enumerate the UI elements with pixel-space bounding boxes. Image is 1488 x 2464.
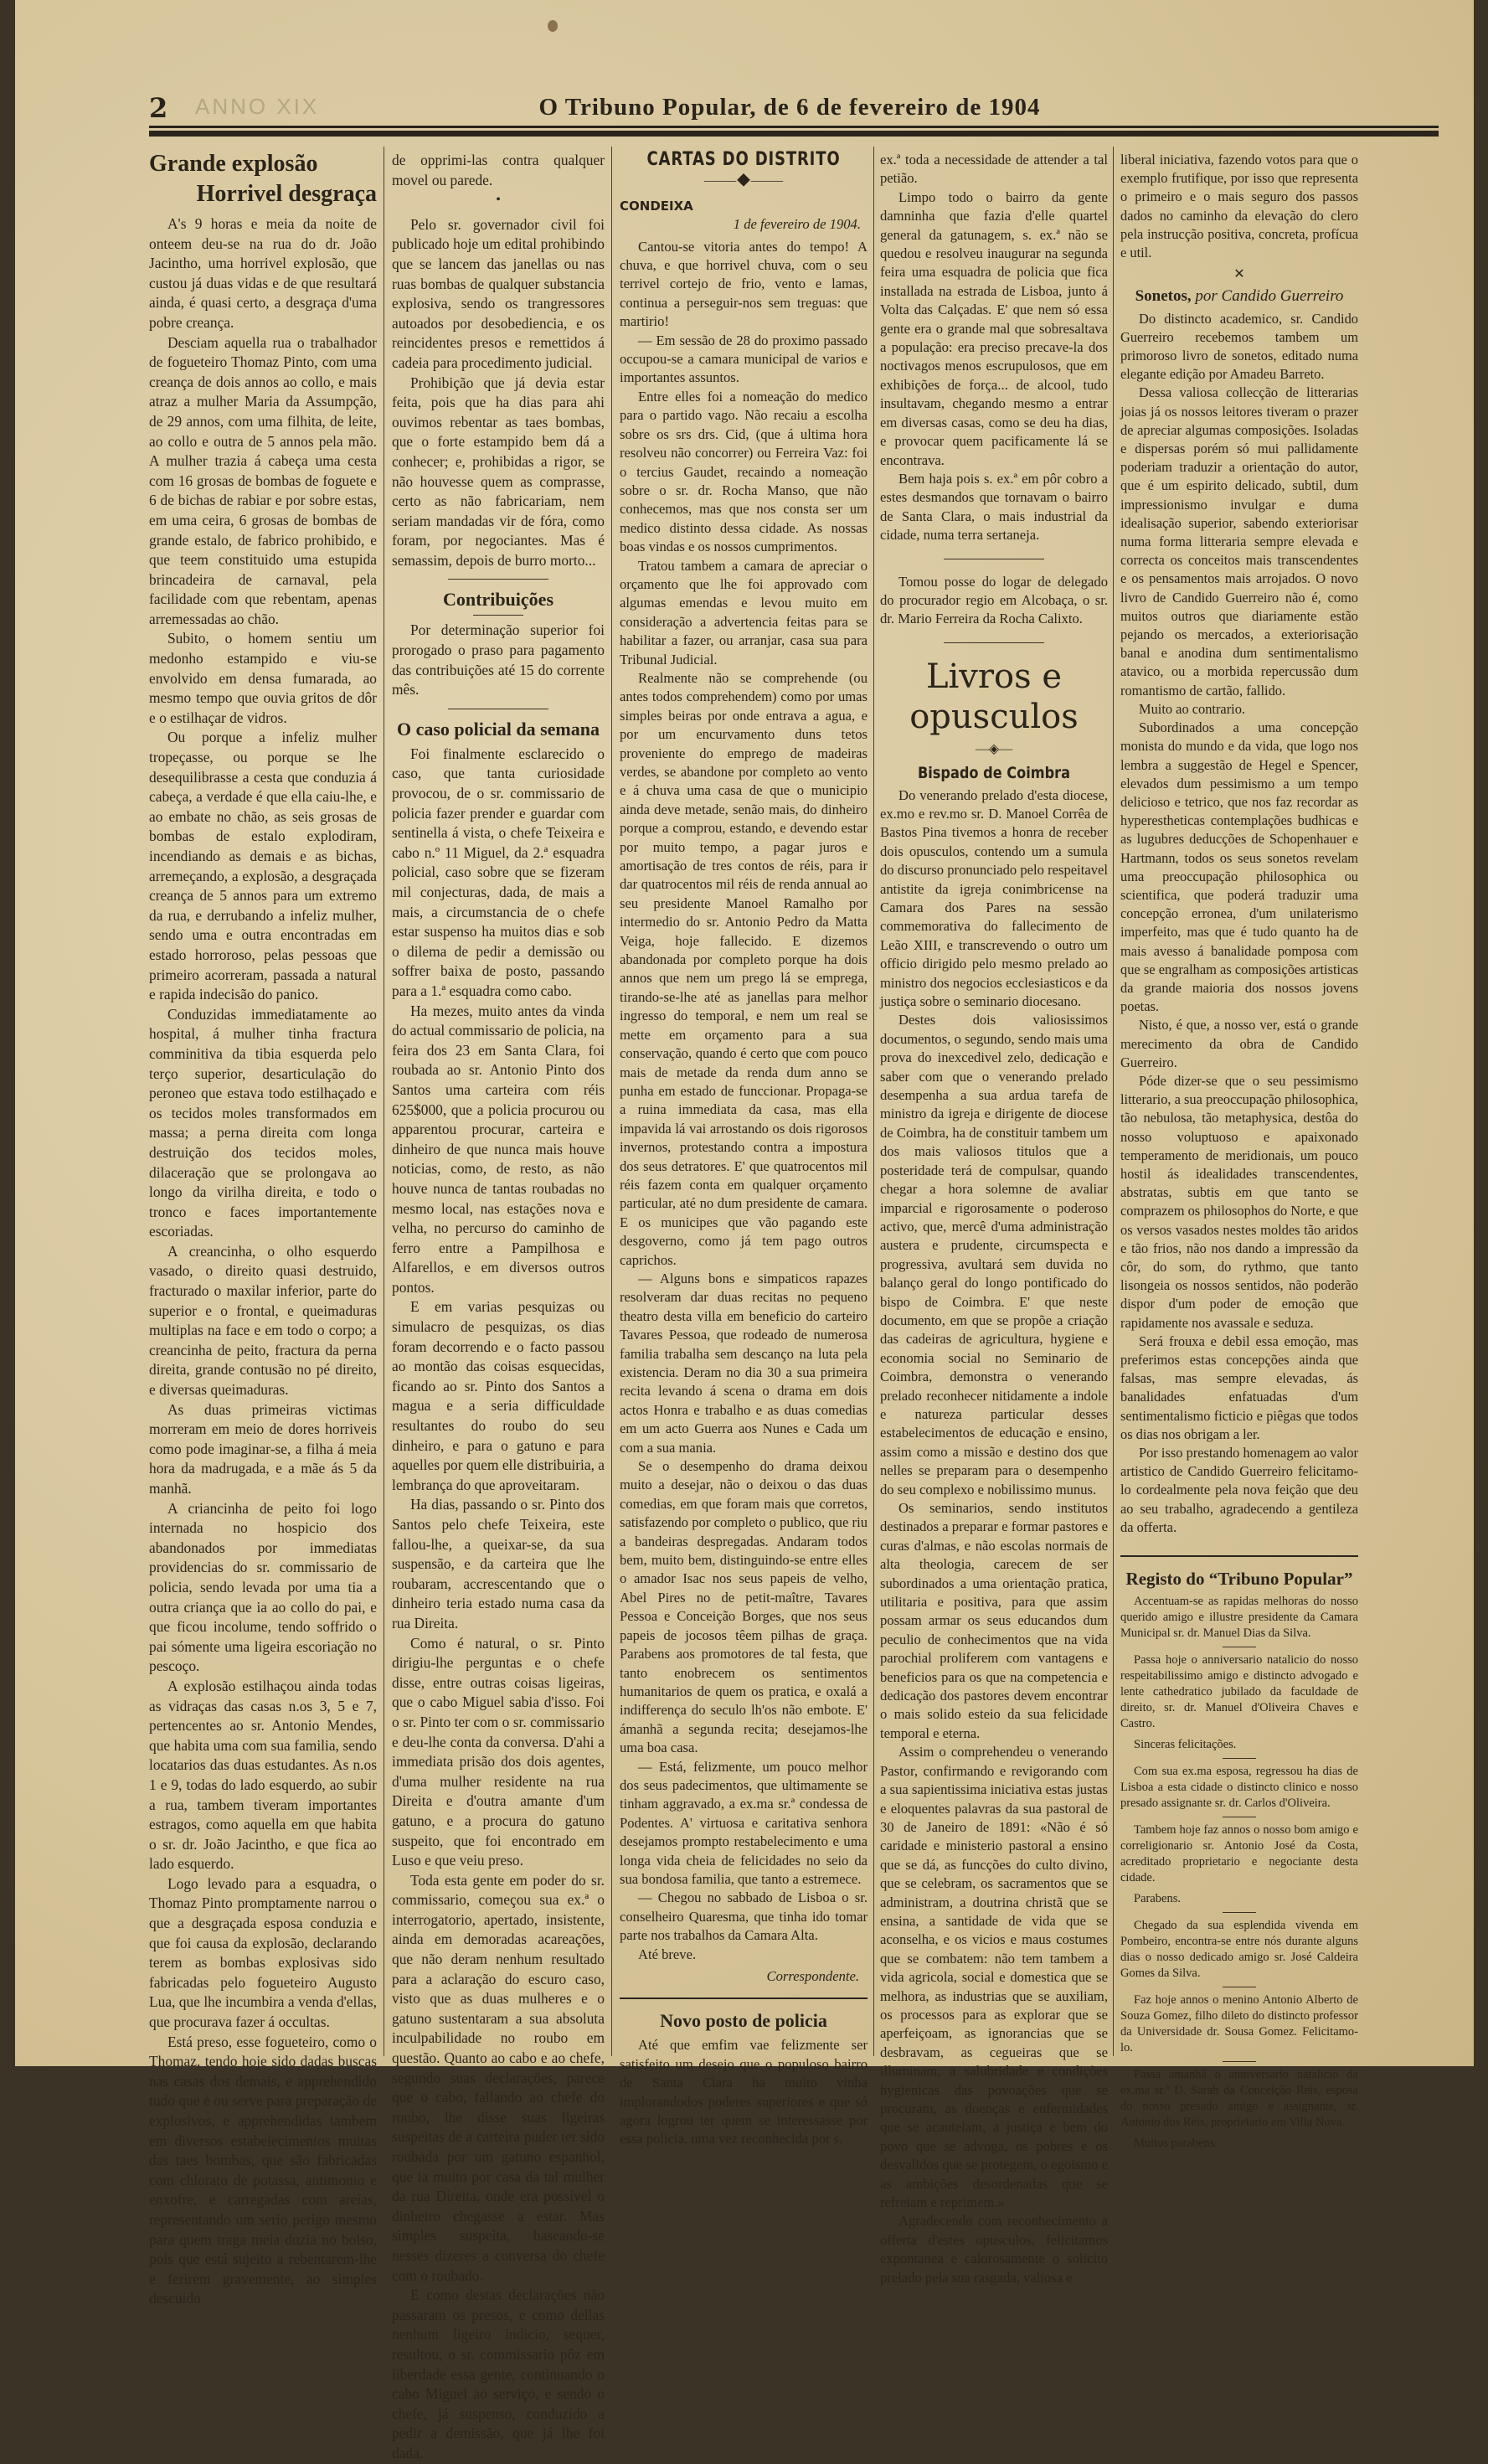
page-number: 2 xyxy=(149,92,168,124)
header-rule-thick xyxy=(149,131,1439,137)
header-rule-top xyxy=(149,126,1439,128)
article-paragraph: Prohibição que já devia estar feita, pois que ha dias para ahi ouvimos rebentar as taes bombas, que o forte estampido bem dá a conhecer; e, prohibidas a rigor, se não houvesse quem as comprasse, certo as não fabricariam, nem seriam mandadas vir de fóra, como foram, por negociantes. Mas é semassim, depois de burro morto... xyxy=(392,374,605,569)
article-paragraph: Foi finalmente esclarecido o caso, que tanta curiosidade provocou, de o sr. commissario de policia fazer prender e guardar com sentinella á vista, o chefe Teixeira e cabo n.º 11 Miguel, da 2.ª esquadra policial, caso sobre que se fizeram mil conjecturas, dada, de mais a mais, a circumstancia de o chefe estar suspenso ha muitos dias e sob o dilema de pedir a demissão ou soffrer baixa de posto, passando para a 1.ª esquadra como cabo. xyxy=(392,745,605,999)
article-paragraph: Será frouxa e debil essa emoção, mas preferimos estas concepções ainda que falsas, mas sempre elevadas, ás banalidades enfatuadas d'um sentimentalismo ficticio e piêgas que todos os dias nos obrigam a ler. xyxy=(1120,1333,1358,1442)
subsection-heading: Bispado de Coimbra xyxy=(917,764,1071,783)
faded-stamp: ANNO XIX xyxy=(195,94,320,119)
article-paragraph: Tratou tambem a camara de apreciar o orçamento que lhe foi approvado com algumas emendas e levou muito em consideração a advertencia feitas para se habilitar a fazer, ou arranjar, casa sua para Tribunal Judicial. xyxy=(620,557,868,668)
section-heading: CARTAS DO DISTRITO xyxy=(646,149,841,170)
article-paragraph: A's 9 horas e meia da noite de onteem deu-se na rua do dr. João Jacintho, uma horrivel explosão, que custou já duas vidas e de que resultará ainda, é quasi certo, a desgraça d'uma pobre creança. xyxy=(149,215,377,331)
article-paragraph: Até que emfim vae felizmente ser satisfeito um desejo que o populoso bairro de Santa Clara ha muito vinha implorandodos poderes superiores e que só agora logrou ter quem se interessasse por essa policia, uma vez reconhecida por s. xyxy=(620,2037,868,2147)
notice-item: Passa hoje o anniversario natalicio do nosso respeitabilissimo amigo e distincto advogado e lente cathedratico jubilado da faculdade de direito, sr. dr. Manuel d'Oliveira Chaves e Castro. xyxy=(1120,1653,1358,1731)
article-paragraph: Tomou posse do logar de delegado do procurador regio em Alcobaça, o sr. dr. Mario Ferreira da Rocha Calixto. xyxy=(880,573,1108,627)
article-paragraph: Dessa valiosa collecção de litterarias joias já os nossos leitores tiveram o prazer de apreciar algumas composições. Isoladas e dispersas porém só mui pallidamente poderiam traduzir a orientação do autor, que é um espirito delicado, subtil, dum impressionismo invulgar e duma idealisação superior, sabendo exteriorisar numa forma litteraria sempre elevada e correcta os conceitos mais transcendentes e os pensamentos mais arrojados. O novo livro de Candido Guerreiro não é, como muitos outros que diariamente estão pejando os mercados, a exteriorisação banal e anodina dum sentimentalismo atavico, ou a morbida repercussão dum romantismo de cartão, fallido. xyxy=(1120,384,1358,698)
notice-item: Parabens. xyxy=(1134,1892,1181,1906)
column-divider xyxy=(1113,147,1114,2056)
separator xyxy=(1223,1912,1256,1913)
masthead-title: O Tribuno Popular, de 6 de fevereiro de 1904 xyxy=(538,94,1041,121)
article-paragraph: Limpo todo o bairro da gente damninha que fazia d'elle quartel general da gatunagem, s. ex.ª não se quedou e resolveu inaugurar na segunda feira uma esquadra de policia que fica installada na estrada de Lisboa, junto á Volta das Calçadas. E' que nem só essa gente era o grande mal que sobresaltava a população: era preciso precave-la dos noctivagos menos escrupulosos, que em exhibições de força... de alcool, tudo insultavam, chegando mesmo a entrar em diversas casas, como se deu ha dias, e provocar quem pacificamente lá se encontrava. xyxy=(880,188,1108,468)
notices-list xyxy=(1120,1594,1358,2152)
article-paragraph: Assim o comprehendeu o venerando Pastor, confirmando e revigorando com a sua sapientissima iniciativa estas justas e eloquentes palavras da sua pastoral de 30 de Janeiro de 1891: «Não é só caridade e ministerio pastoral a ensino que se dá, as funcções do culto divino, que se celebram, os sacramentos que se administram, a doutrina christã que se ensina, a santidade de vida que se aconselha, e os vicios e maus costumes que se combatem: não tem tambem a vida agricola, social e domestica que se melhora, as industrias que se auxiliam, os processos para as explorar que se aperfeiçoam, as ignorancias que se desbravam, as cegueiras que se illuminam, a salubridade e condições hygienicas das povoações que se procuram, as doenças e enfermidades que se acautelam, a justiça e bem do povo que se advoga, os pobres e os desvalidos que se protegem, o egoismo e as ambições desordenadas que se refreiam e reprimem.» xyxy=(880,1744,1108,2211)
article-paragraph: A criancinha de peito foi logo internada no hospicio dos abandonados por immediatas providencias do sr. commissario de policia, sendo levada por uma tia a outra criança que ia ao collo do pai, e que ficou incolume, tendo soffrido o pai sómente uma ligeira escoriação no pescoço. xyxy=(149,1499,377,1675)
section-heading: Registo do “Tribuno Popular” xyxy=(1125,1569,1353,1590)
notice-item: Tambem hoje faz annos o nosso bom amigo e correligionario sr. Antonio José da Costa, acreditado proprietario e negociante desta cidade. xyxy=(1120,1823,1358,1885)
subheadline: Horrivel desgraça xyxy=(196,181,377,207)
notice-item: Chegado da sua esplendida vivenda em Pombeiro, encontra-se entre nós durante alguns dias o nosso dedicado amigo sr. José Caldeira Gomes da Silva. xyxy=(1120,1919,1358,1981)
article-paragraph: E como destas declarações não passaram os presos, e como dellas nenhum ligeiro indicio, sequer, resultou, o sr. commissario pôz em liberdade essa gente, continuando o cabo Miguel ao serviço, e sendo o chefe, já suspenso, conduzido a pedir a demissão, que já lhe foi dada. xyxy=(392,2286,605,2461)
article-paragraph: Nisto, é que, a nosso ver, está o grande merecimento da obra de Candido Guerreiro. xyxy=(1120,1017,1358,1070)
place-heading: CONDEIXA xyxy=(620,198,693,214)
section-heading xyxy=(1120,287,1358,306)
article-paragraph: Ha mezes, muito antes da vinda do actual commissario de policia, na feira dos 23 em Santa Clara, foi roubada ao sr. Antonio Pinto dos Santos uma carteira com réis 625$000, que a policia procurou ou apparentou procurar, carteira e dinheiro de que nunca mais houve noticias, como, de resto, as não houve nunca de tantas roubadas no mesmo local, nas estações nova e velha, no percurso do caminho de ferro entre a Pampilhosa e Alfarellos, e em diversos outros pontos. xyxy=(392,1002,605,1296)
article-paragraph: Pelo sr. governador civil foi publicado hoje um edital prohibindo que se lancem das janellas ou nas ruas bombas de qualquer substancia explosiva, sendo os trangressores autoados por desobediencia, e os reincidentes presos e remettidos á cadeia para procedimento judicial. xyxy=(392,215,605,371)
article-paragraph: Entre elles foi a nomeação do medico para o partido vago. Não recaiu a escolha sobre os srs drs. Cid, (que á ultima hora resolveu não concorrer) ou Ferreira Vaz: foi o tercius Gaudet, recaindo a nomeação sobre o sr. dr. Rocha Manso, que não conhecemos, mas que nos consta ser um medico distinto dessa cidade. As nossas boas vindas e os nossos cumprimentos. xyxy=(620,388,868,555)
column-2 xyxy=(392,151,605,2461)
page-header xyxy=(149,92,1430,126)
separator xyxy=(944,642,1044,643)
article-paragraph: Destes dois valiosissimos documentos, o segundo, sendo mais uma prova do inexcedivel zelo, dedicação e saber com que o venerando prelado desempenha a sua ardua tarefa de ministro da igreja e dirigente de diocese de Coimbra, ha de constituir tambem um dos mais valiosos titulos que a posteridade terá de compulsar, quando chegar a hora solemne de avaliar imparcial e rigorosamente o poderoso activo, que, mercê d'uma administração austera e prudente, circumspecta e progressiva, avultará sem duvida no balanço geral do longo pontificado do bispo de Coimbra. E' que neste documento, em que se propõe a criação das cadeiras de agricultura, hygiene e economia social no Seminario de Coimbra, demonstra o venerando prelado reconhecer nitidamente a indole e natureza particular desses estabelecimentos de educação e ensino, assim como a missão e destino dos que nelles se preparam para o desempenho do seu complexo e nobilissimo munus. xyxy=(880,1012,1108,1497)
heading-part: Sonetos, xyxy=(1135,287,1192,306)
dateline: 1 de fevereiro de 1904. xyxy=(733,216,861,233)
article-paragraph: — Chegou no sabbado de Lisboa o sr. conselheiro Quaresma, que tinha ido tomar parte nos trabalhos da Camara Alta. xyxy=(620,1889,868,1944)
heading-part: por Candido Guerreiro xyxy=(1195,287,1344,306)
article-paragraph: — Está, felizmente, um pouco melhor dos seus padecimentos, que ultimamente se tinham aggravado, a ex.ma sr.ª condessa de Podentes. A' virtuosa e caritativa senhora desejamos prompto restabelecimento e uma longa vida cheia de felicidades no seio da sua bondosa familia, que tanto a estremece. xyxy=(620,1758,868,1887)
separator xyxy=(1223,1758,1256,1759)
article-paragraph: Ou porque a infeliz mulher tropeçasse, ou porque se lhe desequilibrasse a cesta que conduzia á cabeça, a verdade é que ella caiu-lhe, e ao embate no chão, as seis grosas de bombas de estalo explodiram, incendiando as demais e as bichas, arremeçando, a explosão, a desgraçada creança de 5 annos para um extremo da rua, e derrubando a infeliz mulher, sendo uma e outra encontradas em estado horroroso, pelas pessoas que primeiro acorreram, passada a natural e rapida indecisão do panico. xyxy=(149,729,377,1003)
article-paragraph: ex.ª toda a necessidade de attender a tal petião. xyxy=(880,152,1108,187)
column-4 xyxy=(880,151,1108,2286)
article-paragraph: de opprimi-las contra qualquer movel ou parede. xyxy=(392,152,605,188)
separator xyxy=(448,579,548,580)
notice-item: Sinceras felicitações. xyxy=(1134,1738,1237,1752)
headline: Grande explosão xyxy=(149,151,318,177)
article-paragraph: — Alguns bons e simpaticos rapazes resolveram dar duas recitas no pequeno theatro desta villa em beneficio do carteiro Tavares Pessoa, que rodeado de numerosa familia trabalha sem descanço na luta pela existencia. Deram no dia 30 a sua primeira recita levando á scena o drama em dois actos Honra e trabalho e as duas comedias em um acto Guerra aos Nunes e Cada um com a sua mania. xyxy=(620,1270,868,1456)
notice-item: Com sua ex.ma esposa, regressou ha dias de Lisboa a esta cidade o distincto clinico e nosso presado assignante sr. dr. Carlos d'Oliveira. xyxy=(1120,1765,1358,1811)
notice-item: Passa amanhã o anniversario natalicio da ex.ma sr.ª D. Sarah da Conceição Reis, esposa do nosso presado amigo e assignante, sr. Antonio dos Reis, proprietario em Villa Nova. xyxy=(1120,2068,1358,2130)
article-paragraph: Conduzidas immediatamente ao hospital, á mulher tinha fractura comminitiva da tibia esquerda pelo terço superior, desarticulação do peroneo que estava todo estilhaçado e os tecidos moles transformados em massa; a perna direita com longa destruição dos tecidos moles, dilaceração que se prolongava ao longo da virilha direita, e todo o tronco e faces importantemente escoriadas. xyxy=(149,1005,377,1240)
article-paragraph: A creancinha, o olho esquerdo vasado, o direito quasi destruido, fracturado o maxilar inferior, parte do superior e o frontal, e queimaduras multiplas na face e em todo o corpo; a creancinha de peito, fractura da perna direita, grande contusão no pé direito, e diversas queimaduras. xyxy=(149,1242,377,1399)
article-paragraph: Subordinados a uma concepção monista do mundo e da vida, que logo nos lembra a suggestão de Hegel e Spencer, elevados dum pessimismo a um tempo delicioso e tetrico, que nos faz recordar as hyperestheticas contemplações budhicas e as lugubres deducções de Schopenhauer e Hartmann, todos os seus sonetos revelam uma preoccupação philosophica ou scientifica, que poderá traduzir uma concepção erronea, d'um unilaterismo imperfeito, mas que é tudo quanto ha de mais avesso á banalidade pomposa com que se engralham as composições artisticas da grande maioria dos nossos jovens poetas. xyxy=(1120,719,1358,1015)
newspaper-page xyxy=(15,0,1474,2461)
article-paragraph: Subito, o homem sentiu um medonho estampido e viu-se envolvido em densa fumarada, ao mesmo tempo que ouvia gritos de dôr e o estilhaçar de vidros. xyxy=(149,630,377,726)
signature: Correspondente. xyxy=(766,1968,859,1984)
column-1 xyxy=(149,151,377,2307)
article-paragraph: Agradecendo com reconhecimento a offerta d'estes opusculos, felicitamos expontanea e calorosamente o solicito prelado pela sua rasgada, valiosa e xyxy=(880,2213,1108,2286)
column-divider xyxy=(611,147,612,2056)
article-paragraph: Bem haja pois s. ex.ª em pôr cobro a estes desmandos que tornavam o bairro de Santa Clara, o mais industrial da cidade, numa terra sertaneja. xyxy=(880,470,1108,544)
section-heading: Contribuições xyxy=(443,589,553,611)
article-paragraph: Logo levado para a esquadra, o Thomaz Pinto promptamente narrou o que a desgraçada esposa conduzia e que foi causa da explosão, declarando terem as bombas explosivas sido fabricadas pelo fogueteiro Augusto Lua, que lhe incumbira a venda d'ellas, que procurava fazer á occultas. xyxy=(149,1874,377,2031)
article-paragraph: Do distincto academico, sr. Candido Guerreiro recebemos tambem um primoroso livro de sonetos, editado numa elegante edição por Amadeu Barreto. xyxy=(1120,310,1358,383)
article-paragraph: A explosão estilhaçou ainda todas as vidraças das casas n.os 3, 5 e 7, pertencentes ao sr. Antonio Mendes, que habita uma com sua familia, sendo locatarios das duas estudantes. As n.os 1 e 9, todas do lado esquerdo, ao subir a rua, tambem tiveram importantes estragos, como aquella em que habita o sr. dr. João Jacintho, e que fica ao lado esquerdo. xyxy=(149,1677,377,1873)
notice-item: Faz hoje annos o menino Antonio Alberto de Souza Gomez, filho dileto do distincto professor da Universidade dr. Sousa Gomez. Felicitamo-lo. xyxy=(1120,1993,1358,2055)
notice-item: Accentuam-se as rapidas melhoras do nosso querido amigo e illustre presidente da Camara Municipal sr. dr. Manuel Dias da Silva. xyxy=(1120,1595,1358,1641)
ornament: —◈— xyxy=(975,741,1013,756)
article-paragraph: Desciam aquella rua o trabalhador de fogueteiro Thomaz Pinto, com uma creança de dois annos ao collo, e mais atraz a mulher Maria da Assumpção, de 29 annos, com uma filhita, de leite, ao collo e outra de 5 annos pela mão. A mulher trazia á cabeça uma cesta com 16 grosas de bombas de foguete e 6 de bichas de rabiar e por sobre estas, em uma ceira, 6 grosas de bombas de grande estalo, de fabrico prohibido, e que teem constituido uma estupida brincadeira de carnaval, pela facilidade com que rebentam, apenas arremessadas ao chão. xyxy=(149,333,377,627)
article-paragraph: Toda esta gente em poder do sr. commissario, começou sua ex.ª o interrogatorio, apertado, insistente, ainda em demoradas acareações, que não deram nenhum resultado para a aclaração do escuro caso, visto que as duas mulheres e o gatuno sustentaram a sua absoluta inculpabilidade no roubo em questão. Quanto ao cabo e ao chefe, segundo suas declarações, parece que o cabo, fallando ao chefe do roubo, lhe disse suas ligeiras suspeitas de a carteira puder ter sido roubada por um gatuno espanhol, que ia muito por casa da tal mulher da rua Direita, onde era possivel o dinheiro chegasse a estar. Mas simples suspeita, baseando-se nesses dizeres a conversa do chefe com o roubado. xyxy=(392,1871,605,2284)
ornament: ✕ xyxy=(1233,267,1245,282)
ornament: ⸻◆⸻ xyxy=(703,174,784,189)
section-heading: O caso policial da semana xyxy=(396,718,600,740)
article-paragraph: Realmente não se comprehende (ou antes todos comprehendem) como por umas simples beiras por onde entrava a agua, e por um encurvamento duns tetos proveniente do emprego de madeiras verdes, se abandone por completo ao vento e á chuva uma casa de que o municipio ainda deve metade, senão mais, do dinheiro porque a comprou, estando, e devendo estar por muito tempo, a pagar juros e amortisação de tres contos de réis, para ir dar quatrocentos mil réis de renda annual ao seu presidente Manoel Ramalho por intermedio do sr. Antonio Pedro da Matta Veiga, hoje fallecido. E dizemos abandonada por completo porque ha dois annos que nem um prego lá se emprega, tirando-se-lhe até as janellas para melhor ingresso do temporal, e nem um real se mette em orçamento para a sua conservação, quando é certo que com pouco mais de metade da renda dum anno se punha em estado de funccionar. Propaga-se a ruina immediata da casa, mas ella impavida lá vai arrostando os dois rigorosos invernos, protestando contra a impostura dos seus detratores. E' que quatrocentos mil réis fazem conta em qualquer orçamento particular, até no dum presidente de camara. E os municipes que vão pagando este desgoverno, como já tem pago outros caprichos. xyxy=(620,669,868,1268)
article-paragraph: E em varias pesquizas ou simulacro de pesquizas, os dias foram decorrendo e o facto passou ao montão das coisas esquecidas, ficando ao sr. Pinto dos Santos a magua e a seria difficuldade resultantes do roubo do seu dinheiro, e para o gatuno e para aquelles por quem elle distribuiria, a lembrança do que aproveitaram. xyxy=(392,1298,605,1493)
separator xyxy=(1120,1555,1358,1557)
article-paragraph: Póde dizer-se que o seu pessimismo litterario, a sua preoccupação philosophica, tão nebulosa, tão metaphysica, destôa do nosso voluptuoso e apaixonado temperamento de meridionais, um pouco hostil ás idealidades transcendentes, abstratas, subtis em que tanto se comprazem os philosophos do Norte, e que os versos vasados nestes moldes tão aridos e tão frios, não nos dando a impressão da côr, do som, do rythmo, que tanto lisongeia os nossos sentidos, não poderão dispor d'um poder de emoção que rapidamente nos avassale e seduza. xyxy=(1120,1072,1358,1331)
article-paragraph: Muito ao contrario. xyxy=(1139,700,1245,717)
article-paragraph: Ha dias, passando o sr. Pinto dos Santos pelo chefe Teixeira, este fallou-lhe, a queixar-se, da sua suspensão, e da carteira que lhe roubaram, accrescentando que o dinheiro teria estado numa casa da rua Direita. xyxy=(392,1496,605,1631)
article-paragraph: Do venerando prelado d'esta diocese, ex.mo e rev.mo sr. D. Manoel Corrêa de Bastos Pina tivemos a honra de receber dois opusculos, contendo um a sumula do discurso pronunciado pelo respeitavel antistite da igreja conimbricense na Camara dos Pares na sessão commemorativa do fallecimento de Leão XIII, e transcrevendo o outro um officio dirigido pelo mesmo prelado ao ministro dos negocios ecclesiasticos e da justiça sobre o seminario diocesano. xyxy=(880,786,1108,1010)
binding-hole xyxy=(548,20,558,32)
article-paragraph: Como é natural, o sr. Pinto dirigiu-lhe perguntas e o chefe disse, entre outras coisas ligeiras, que o cabo Miguel sabia d'isso. Foi o sr. Pinto ter com o sr. commissario e deu-lhe conta da conversa. D'ahi a immediata prisão dos dois agentes, d'uma mulher residente na rua Direita e d'outra amante d'um gatuno, e a procura do gatuno suspeito, que foi encontrado em Luso e que veiu preso. xyxy=(392,1634,605,1869)
article-paragraph: Cantou-se vitoria antes do tempo! A chuva, e que horrivel chuva, com o seu terrivel cortejo de frio, vento e lamas, continua a perseguir-nos sem treguas: que martirio! xyxy=(620,238,868,330)
article-paragraph: liberal iniciativa, fazendo votos para que o exemplo frutifique, por isso que representa o primeiro e o mais seguro dos passos dados no caminho da elevação do clero pela instrucção positiva, concreta, profícua e util. xyxy=(1120,152,1358,261)
article-paragraph: Está preso, esse fogueteiro, como o Thomaz, tendo hoje sido dadas buscas nas casas dos demais, e apprehendido tudo que é ou serve para preparação de explosivos, e apprehendidas tambem em diversos estabelecimentos muitas das taes bombas, que são fabricadas com chlorato de potassa, antimonio e enxofre, e carregadas com areias, representando um serio perigo mesmo para quem traga meia duzia no bolso, pois que está sujeito a rebentarem-lhe e ferirem gravemente, ao simples descuido xyxy=(149,2033,377,2307)
article-paragraph: Os seminarios, sendo institutos destinados a preparar e formar pastores e curas d'almas, e não escolas normais de alta theologia, carecem de ser subordinados a uma orientação pratica, utilitaria e positiva, para que assim possam armar os seus educandos dum peculio de conhecimentos que na vida parochial proliferem com vantagens e beneficios para os que na competencia e dedicação dos pastores devem encontrar o mais solido esteio da sua felicidade temporal e eterna. xyxy=(880,1500,1108,1741)
article-paragraph: As duas primeiras victimas morreram em meio de dores horriveis como pode imaginar-se, a filha á meia hora da madrugada, e a mãe ás 5 da manhã. xyxy=(149,1400,377,1497)
column-5 xyxy=(1120,151,1358,2151)
article-paragraph: Se o desempenho do drama deixou muito a desejar, não o deixou o das duas comedias, em que foram mais que corretos, satisfazendo por completo o publico, que riu a bandeiras despregadas. Andaram todos bem, muito bem, distinguindo-se entre elles o amador Isac nos seus papeis de velho, Abel Pires no de petit-maître, Tavares Pessoa e Conceição Borges, que nos seus papeis de jocosos têem pilhas de graça. Parabens aos promotores de tal festa, que tanto enobrecem os sentimentos humanitarios de quem os pratica, e oxalá a indifferença do seculo lh'os não embote. E' ámanhã a segunda recita; desejamos-lhe uma boa casa. xyxy=(620,1458,868,1756)
separator xyxy=(620,1997,868,1999)
separator xyxy=(473,615,523,616)
article-paragraph: Por isso prestando homenagem ao valor artistico de Candido Guerreiro felicitamo-lo cordealmente pela nova feição que deu ao seu trabalho, agradecendo a gentileza da offerta. xyxy=(1120,1445,1358,1535)
article-paragraph: Até breve. xyxy=(638,1946,697,1962)
article-paragraph: — Em sessão de 28 do proximo passado occupou-se a camara municipal de varios e importantes assuntos. xyxy=(620,332,868,386)
separator xyxy=(1223,2061,1256,2062)
article-paragraph: Por determinação superior foi prorogado o praso para pagamento das contribuições até 15 do corrente mês. xyxy=(392,621,605,698)
notice-item: Muitos parabens. xyxy=(1134,2137,1218,2151)
column-divider xyxy=(873,147,874,2056)
section-heading: Livros e opusculos xyxy=(909,657,1079,736)
ornament: • xyxy=(496,193,501,208)
column-3 xyxy=(620,149,868,2147)
section-heading: Novo posto de policia xyxy=(660,2010,827,2032)
